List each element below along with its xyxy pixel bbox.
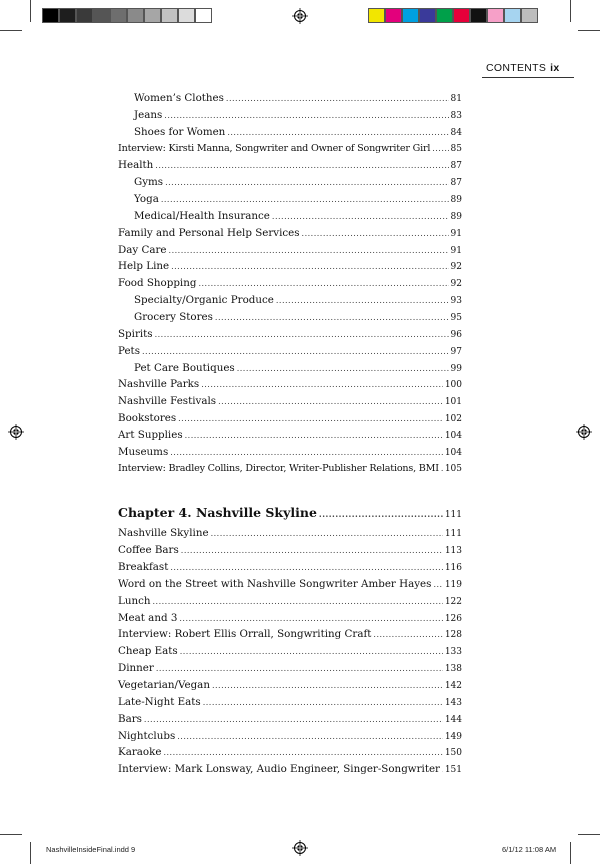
toc-entry-title: Pets: [118, 344, 140, 357]
toc-entry-page-number: 138: [444, 664, 462, 675]
toc-entry: [118, 345, 462, 362]
calibration-swatch: [385, 8, 402, 23]
registration-mark-icon: [576, 424, 592, 440]
toc-entry-title: Jeans: [134, 108, 163, 121]
toc-entry: [118, 109, 462, 126]
toc-entry-page-number: 92: [450, 262, 462, 273]
toc-entry: [118, 544, 462, 561]
header-page-number: ix: [550, 62, 560, 74]
crop-mark: [578, 834, 600, 835]
toc-section: [118, 527, 462, 780]
toc-entry-title: Nightclubs: [118, 729, 176, 742]
leader-dots: [211, 529, 443, 538]
toc-entry-page-number: 93: [450, 296, 462, 307]
table-of-contents: [118, 92, 462, 780]
toc-entry: [118, 378, 462, 395]
toc-entry-title: Interview: Mark Lonsway, Audio Engineer, Singer-Songwriter: [118, 763, 440, 776]
toc-entry: [118, 696, 462, 713]
leader-dots: [161, 195, 449, 204]
toc-entry: [118, 294, 462, 311]
toc-entry-page-number: 91: [450, 245, 462, 256]
toc-entry-page-number: 95: [450, 312, 462, 323]
toc-entry-page-number: 111: [444, 529, 462, 540]
toc-entry-page-number: 128: [444, 630, 462, 641]
leader-dots: [215, 313, 449, 322]
header-rule: [482, 77, 574, 78]
toc-entry-title: Pet Care Boutiques: [134, 361, 235, 374]
toc-entry-page-number: 89: [450, 195, 462, 206]
toc-entry: [118, 578, 462, 595]
leader-dots: [218, 397, 443, 406]
calibration-swatch: [504, 8, 521, 23]
leader-dots: [156, 664, 443, 673]
toc-entry-title: Specialty/Organic Produce: [134, 294, 274, 307]
toc-section: [118, 92, 462, 479]
toc-entry: [118, 429, 462, 446]
toc-entry-title: Lunch: [118, 594, 151, 607]
toc-entry-title: Yoga: [134, 193, 159, 206]
leader-dots: [201, 380, 443, 389]
leader-dots: [155, 161, 448, 170]
toc-entry-title: Late-Night Eats: [118, 695, 201, 708]
calibration-swatch: [402, 8, 419, 23]
registration-mark-icon: [292, 8, 308, 24]
leader-dots: [276, 296, 449, 305]
toc-entry-page-number: 81: [450, 94, 462, 104]
toc-entry: [118, 713, 462, 730]
toc-entry-title: Women’s Clothes: [134, 92, 224, 104]
toc-entry-page-number: 113: [444, 546, 462, 557]
leader-dots: [226, 94, 449, 103]
toc-entry-page-number: 83: [450, 110, 462, 121]
leader-dots: [432, 144, 448, 153]
toc-entry-page-number: 84: [450, 127, 462, 138]
leader-dots: [198, 279, 448, 288]
calibration-swatch: [419, 8, 436, 23]
leader-dots: [144, 715, 443, 724]
toc-entry-page-number: 104: [444, 447, 462, 458]
leader-dots: [142, 347, 449, 356]
chapter-page-number: 111: [444, 510, 462, 521]
calibration-swatch: [178, 8, 195, 23]
footer-file-slug: NashvilleInsideFinal.indd 9: [46, 845, 136, 854]
toc-entry-page-number: 97: [450, 346, 462, 357]
crop-mark: [570, 842, 571, 864]
calibration-swatch: [42, 8, 59, 23]
crop-mark: [578, 30, 600, 31]
toc-entry-page-number: 99: [450, 363, 462, 374]
toc-entry-page-number: 116: [444, 563, 462, 574]
toc-entry-title: Nashville Skyline: [118, 527, 209, 540]
toc-entry-title: Cheap Eats: [118, 645, 178, 658]
toc-entry: [118, 628, 462, 645]
toc-entry-page-number: 133: [444, 647, 462, 658]
toc-entry-title: Coffee Bars: [118, 544, 179, 557]
calibration-swatch: [144, 8, 161, 23]
toc-entry-title: Help Line: [118, 260, 170, 273]
toc-entry-title: Grocery Stores: [134, 310, 213, 323]
crop-mark: [0, 834, 22, 835]
toc-entry-page-number: 150: [444, 748, 462, 759]
leader-dots: [302, 229, 449, 238]
calibration-swatch: [453, 8, 470, 23]
toc-entry-title: Meat and 3: [118, 611, 178, 624]
calibration-swatch: [110, 8, 127, 23]
leader-dots: [153, 597, 443, 606]
section-gap: [118, 479, 462, 505]
toc-entry: [118, 143, 462, 160]
toc-entry: [118, 395, 462, 412]
toc-entry: [118, 227, 462, 244]
toc-entry-title: Interview: Kirsti Manna, Songwriter and Owner of Songwriter Girl: [118, 142, 431, 154]
toc-entry-page-number: 102: [444, 414, 462, 425]
header-label: CONTENTS: [486, 62, 547, 74]
leader-dots: [227, 128, 448, 137]
toc-entry-page-number: 151: [444, 765, 462, 776]
leader-dots: [181, 546, 443, 555]
toc-entry: [118, 730, 462, 747]
toc-entry: [118, 244, 462, 261]
toc-entry-title: Word on the Street with Nashville Songwriter Amber Hayes: [118, 577, 432, 590]
toc-entry-title: Family and Personal Help Services: [118, 226, 300, 239]
toc-entry-title: Museums: [118, 445, 169, 458]
toc-entry: [118, 362, 462, 379]
toc-entry: [118, 260, 462, 277]
toc-entry-title: Karaoke: [118, 746, 162, 759]
crop-mark: [570, 0, 571, 22]
toc-entry-page-number: 105: [444, 463, 462, 474]
crop-mark: [0, 30, 22, 31]
toc-entry-page-number: 149: [444, 731, 462, 742]
grayscale-calibration-bar: [42, 8, 212, 23]
leader-dots: [203, 698, 443, 707]
leader-dots: [373, 630, 442, 639]
toc-entry: [118, 612, 462, 629]
calibration-swatch: [436, 8, 453, 23]
toc-entry: [118, 311, 462, 328]
leader-dots: [442, 765, 443, 774]
toc-entry-title: Vegetarian/Vegan: [118, 679, 210, 691]
calibration-swatch: [368, 8, 385, 23]
leader-dots: [212, 681, 443, 690]
footer-date-slug: 6/1/12 11:08 AM: [502, 845, 557, 854]
crop-mark: [30, 0, 31, 22]
toc-entry-title: Gyms: [134, 176, 164, 189]
toc-entry: [118, 193, 462, 210]
leader-dots: [171, 262, 448, 271]
toc-entry-title: Day Care: [118, 243, 167, 256]
toc-entry-page-number: 142: [444, 681, 462, 691]
crop-mark: [30, 842, 31, 864]
calibration-swatch: [195, 8, 212, 23]
toc-entry-page-number: 119: [444, 579, 462, 590]
toc-entry: [118, 176, 462, 193]
calibration-swatch: [521, 8, 538, 23]
toc-entry-page-number: 100: [444, 380, 462, 391]
calibration-swatch: [487, 8, 504, 23]
toc-entry-page-number: 101: [444, 397, 462, 408]
toc-entry-title: Nashville Parks: [118, 378, 200, 391]
toc-entry-title: Food Shopping: [118, 277, 197, 290]
toc-entry-title: Interview: Robert Ellis Orrall, Songwriting Craft: [118, 628, 372, 641]
calibration-swatch: [161, 8, 178, 23]
toc-entry-page-number: 126: [444, 613, 462, 624]
toc-entry-title: Spirits: [118, 327, 153, 340]
toc-entry-title: Bookstores: [118, 412, 177, 425]
toc-entry-page-number: 87: [450, 178, 462, 189]
leader-dots: [433, 580, 442, 589]
toc-entry-page-number: 85: [450, 143, 462, 154]
toc-entry: [118, 645, 462, 662]
leader-dots: [180, 647, 443, 656]
toc-entry: [118, 746, 462, 763]
toc-entry: [118, 92, 462, 109]
toc-entry-title: Health: [118, 159, 154, 172]
running-header: [486, 62, 560, 74]
calibration-swatch: [470, 8, 487, 23]
toc-entry-page-number: 143: [444, 697, 462, 708]
chapter-heading: [118, 505, 462, 527]
calibration-swatch: [127, 8, 144, 23]
registration-mark-icon: [292, 840, 308, 856]
calibration-swatch: [59, 8, 76, 23]
leader-dots: [169, 246, 449, 255]
toc-entry: [118, 210, 462, 227]
toc-entry-title: Art Supplies: [118, 428, 183, 441]
toc-entry-title: Shoes for Women: [134, 125, 226, 138]
leader-dots: [319, 509, 443, 519]
toc-entry: [118, 159, 462, 176]
leader-dots: [185, 431, 443, 440]
toc-entry: [118, 446, 462, 463]
leader-dots: [272, 212, 449, 221]
leader-dots: [441, 464, 443, 473]
toc-entry-page-number: 122: [444, 596, 462, 607]
toc-entry-title: Breakfast: [118, 561, 169, 574]
leader-dots: [178, 414, 443, 423]
toc-entry-page-number: 144: [444, 714, 462, 725]
toc-entry-title: Nashville Festivals: [118, 395, 217, 408]
chapter-title: Chapter 4. Nashville Skyline: [118, 505, 317, 521]
toc-entry: [118, 595, 462, 612]
toc-entry: [118, 463, 462, 480]
toc-entry: [118, 527, 462, 544]
toc-entry: [118, 662, 462, 679]
toc-entry-page-number: 91: [450, 228, 462, 239]
leader-dots: [170, 448, 443, 457]
leader-dots: [164, 111, 448, 120]
leader-dots: [237, 364, 449, 373]
leader-dots: [170, 563, 442, 572]
leader-dots: [165, 178, 448, 187]
leader-dots: [179, 614, 442, 623]
toc-entry: [118, 126, 462, 143]
calibration-swatch: [76, 8, 93, 23]
toc-entry-page-number: 96: [450, 329, 462, 340]
toc-entry-title: Medical/Health Insurance: [134, 209, 270, 222]
toc-entry-page-number: 92: [450, 279, 462, 290]
toc-entry: [118, 679, 462, 696]
calibration-swatch: [93, 8, 110, 23]
toc-entry: [118, 763, 462, 780]
toc-entry-title: Dinner: [118, 662, 154, 675]
toc-entry-page-number: 104: [444, 430, 462, 441]
toc-entry: [118, 561, 462, 578]
leader-dots: [155, 330, 449, 339]
leader-dots: [177, 732, 443, 741]
toc-entry-title: Interview: Bradley Collins, Director, Writer-Publisher Relations, BMI: [118, 462, 439, 474]
toc-entry-page-number: 89: [450, 211, 462, 222]
toc-entry-title: Bars: [118, 712, 142, 725]
registration-mark-icon: [8, 424, 24, 440]
toc-entry: [118, 328, 462, 345]
toc-entry: [118, 412, 462, 429]
color-calibration-bar: [368, 8, 538, 23]
toc-entry: [118, 277, 462, 294]
leader-dots: [163, 748, 442, 757]
toc-entry-page-number: 87: [450, 161, 462, 172]
